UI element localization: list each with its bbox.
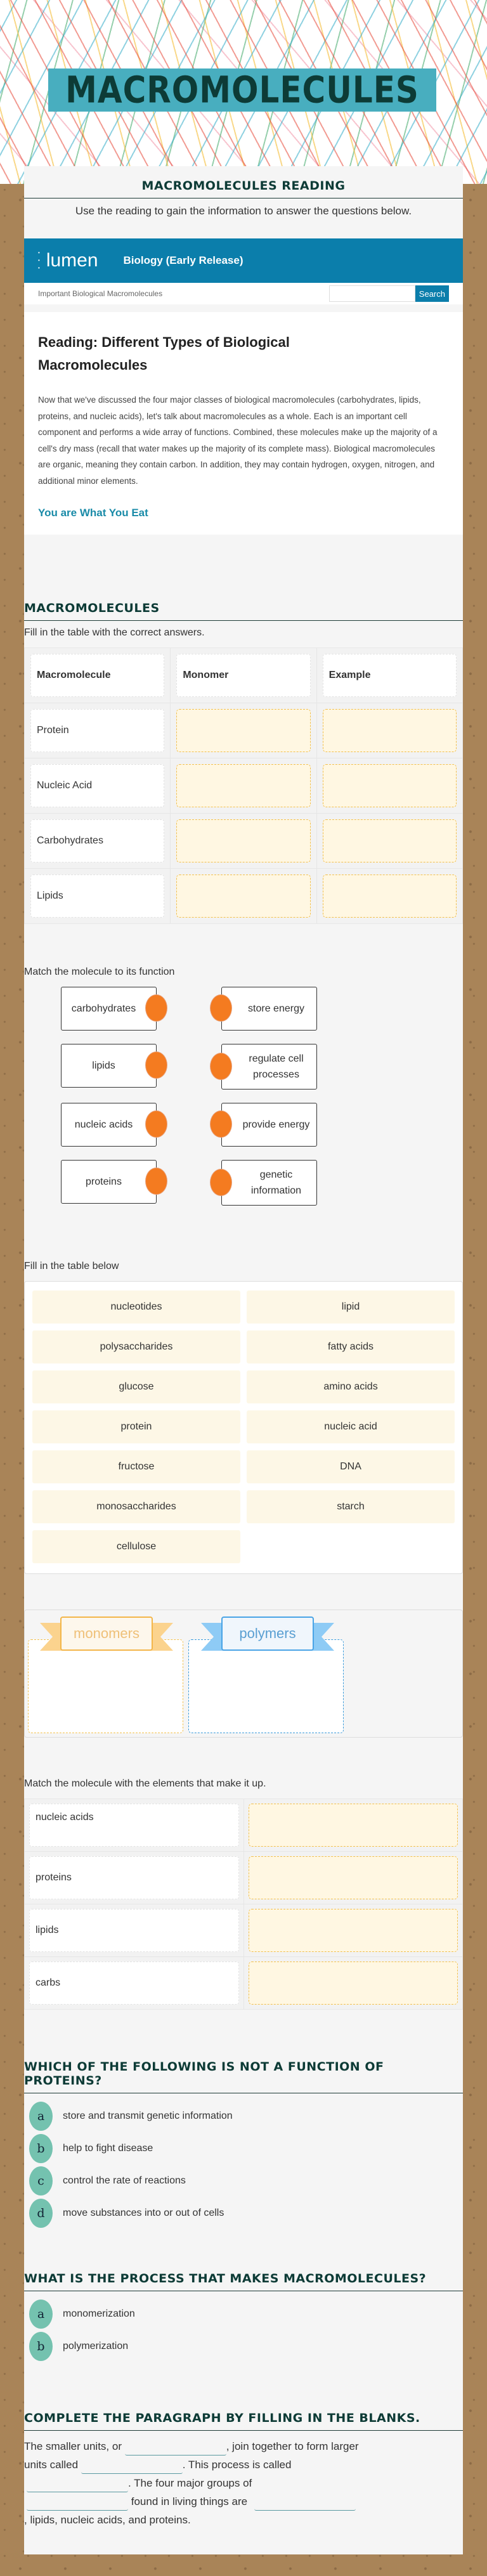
elements-drop-zone[interactable]: [249, 1856, 458, 1899]
macro-table-section: [24, 601, 463, 924]
match-right-item[interactable]: store energy: [221, 987, 317, 1031]
cloze-text: . This process is called: [182, 2459, 292, 2471]
table-row: [25, 869, 462, 923]
match-function-instruction: Match the molecule to its function: [24, 966, 175, 977]
header-monomer: Monomer: [176, 654, 310, 697]
connector-dot[interactable]: [145, 994, 167, 1022]
option-c[interactable]: [24, 2164, 463, 2197]
word-chip[interactable]: monosaccharides: [32, 1490, 240, 1523]
breadcrumb[interactable]: Important Biological Macromolecules: [38, 289, 163, 298]
lumen-header: [24, 238, 463, 283]
blank-input[interactable]: [27, 2494, 128, 2511]
word-chip[interactable]: amino acids: [247, 1370, 455, 1403]
example-drop-zone[interactable]: [323, 764, 457, 807]
option-letter-badge: d: [29, 2199, 53, 2228]
lumen-dots-icon: • • •: [38, 250, 40, 271]
option-a[interactable]: [24, 2100, 463, 2132]
header-macromolecule: Macromolecule: [30, 654, 164, 697]
table-row: [25, 814, 462, 869]
match-left-item[interactable]: proteins: [61, 1160, 157, 1204]
lumen-logo-text: lumen: [46, 250, 98, 271]
option-text: polymerization: [63, 2340, 129, 2352]
monomer-drop-zone[interactable]: [176, 875, 310, 918]
elements-table: [24, 1799, 463, 2010]
word-chip[interactable]: protein: [32, 1410, 240, 1443]
row-label: lipids: [29, 1909, 239, 1952]
lumen-logo[interactable]: [38, 250, 98, 271]
page-title: MACROMOLECULES: [65, 68, 419, 112]
connector-dot[interactable]: [210, 1053, 232, 1080]
sort-container: [24, 1610, 463, 1738]
word-chip[interactable]: cellulose: [32, 1530, 240, 1563]
lumen-embed: [24, 238, 463, 535]
course-title[interactable]: Biology (Early Release): [123, 254, 244, 266]
option-text: monomerization: [63, 2308, 135, 2319]
row-label: nucleic acids: [29, 1804, 239, 1847]
option-letter-badge: c: [29, 2166, 53, 2195]
cloze-text: , join together to form larger: [226, 2440, 359, 2452]
elements-instruction: Match the molecule with the elements that make it up.: [24, 1778, 266, 1789]
monomers-ribbon: [40, 1617, 173, 1651]
article-subheading[interactable]: You are What You Eat: [38, 507, 148, 519]
process-options: [24, 2298, 463, 2362]
row-label: Protein: [30, 709, 164, 752]
search-form: [329, 285, 449, 302]
word-chip[interactable]: glucose: [32, 1370, 240, 1403]
article-body: Now that we've discussed the four major classes of biological macromolecules (carbohydrates, lipids, proteins, and nucleic acids), let's talk about macromolecules as a whole. Each is an important cell component and performs a wide array of functions. Combined, these molecules make up the majority of a cell's dry mass (recall that water makes up the majority of its complete mass). Biological macromolecules are organic, meaning they contain carbon. In addition, they may contain hydrogen, oxygen, nitrogen, and additional minor elements.: [38, 395, 438, 486]
option-d[interactable]: [24, 2197, 463, 2229]
option-text: control the rate of reactions: [63, 2175, 186, 2186]
row-label: Lipids: [30, 875, 164, 918]
option-b[interactable]: [24, 2132, 463, 2164]
search-input[interactable]: [329, 285, 415, 302]
table-row: [25, 758, 462, 814]
connector-dot[interactable]: [210, 1169, 232, 1196]
reading-section: [24, 179, 463, 218]
word-chip[interactable]: fructose: [32, 1450, 240, 1483]
connector-dot[interactable]: [210, 1110, 232, 1138]
table-row: [25, 1799, 462, 1852]
option-letter-badge: b: [29, 2134, 53, 2163]
option-a[interactable]: [24, 2298, 463, 2330]
article-title: Reading: Different Types of Biological Macromolecules: [38, 334, 290, 373]
word-bank: [24, 1281, 463, 1574]
table-row: [25, 703, 462, 758]
cloze-text: . The four major groups of: [128, 2477, 252, 2489]
reading-section-title: MACROMOLECULES READING: [24, 179, 463, 198]
connector-dot[interactable]: [145, 1051, 167, 1079]
word-chip[interactable]: starch: [247, 1490, 455, 1523]
cloze-text: The smaller units, or: [24, 2440, 122, 2452]
monomers-label: monomers: [60, 1617, 153, 1651]
monomer-drop-zone[interactable]: [176, 819, 310, 862]
table-row: [25, 1904, 462, 1957]
example-drop-zone[interactable]: [323, 875, 457, 918]
cloze-title: COMPLETE THE PARAGRAPH BY FILLING IN THE BLANKS.: [24, 2411, 463, 2431]
option-letter-badge: b: [29, 2332, 53, 2361]
option-letter-badge: a: [29, 2102, 53, 2131]
match-right-item[interactable]: provide energy: [221, 1103, 317, 1147]
blank-input[interactable]: [27, 2476, 128, 2492]
option-text: store and transmit genetic information: [63, 2110, 233, 2121]
match-left-item[interactable]: lipids: [61, 1044, 157, 1088]
word-chip[interactable]: fatty acids: [247, 1330, 455, 1363]
worksheet-panel: [24, 166, 463, 2554]
row-label: carbs: [29, 1961, 239, 2005]
option-text: help to fight disease: [63, 2142, 153, 2154]
proteins-question-title: WHICH OF THE FOLLOWING IS NOT A FUNCTION OF PROTEINS?: [24, 2060, 463, 2093]
sort-section: [24, 1610, 463, 1738]
polymers-ribbon: [201, 1617, 334, 1651]
table-row: [25, 1957, 462, 2009]
word-chip[interactable]: polysaccharides: [32, 1330, 240, 1363]
cloze-section: [24, 2411, 463, 2529]
elements-match-section: [24, 1778, 463, 2010]
match-right-item[interactable]: regulate cell processes: [221, 1044, 317, 1090]
table-header-row: [25, 648, 462, 703]
elements-drop-zone[interactable]: [249, 1961, 458, 2005]
word-chip[interactable]: DNA: [247, 1450, 455, 1483]
word-bank-section: [24, 1261, 463, 1574]
lumen-subbar: [24, 283, 463, 304]
polymers-drop-zone[interactable]: [188, 1639, 344, 1733]
cloze-text: units called: [24, 2459, 79, 2471]
proteins-question-section: [24, 2060, 463, 2229]
match-left-item[interactable]: carbohydrates: [61, 987, 157, 1031]
monomers-drop-zone[interactable]: [28, 1639, 183, 1733]
elements-drop-zone[interactable]: [249, 1909, 458, 1952]
cloze-text: , lipids, nucleic acids, and proteins.: [24, 2514, 191, 2526]
word-chip[interactable]: lipid: [247, 1291, 455, 1324]
elements-drop-zone[interactable]: [249, 1804, 458, 1847]
option-text: move substances into or out of cells: [63, 2207, 224, 2218]
example-drop-zone[interactable]: [323, 819, 457, 862]
monomer-drop-zone[interactable]: [176, 709, 310, 752]
process-question-section: [24, 2272, 463, 2362]
match-left-item[interactable]: nucleic acids: [61, 1103, 157, 1147]
header-paperclip-background: [0, 0, 487, 184]
process-question-title: WHAT IS THE PROCESS THAT MAKES MACROMOLECULES?: [24, 2272, 463, 2291]
article: [24, 312, 463, 535]
proteins-options: [24, 2100, 463, 2229]
row-label: Carbohydrates: [30, 819, 164, 862]
row-label: Nucleic Acid: [30, 764, 164, 807]
table-row: [25, 1852, 462, 1904]
connector-dot[interactable]: [210, 994, 232, 1022]
word-bank-instruction: Fill in the table below: [24, 1261, 119, 1272]
macro-table-instruction: Fill in the table with the correct answers.: [24, 627, 205, 638]
macro-table-title: MACROMOLECULES: [24, 601, 463, 621]
blank-input[interactable]: [254, 2494, 356, 2511]
match-function-section: [24, 966, 463, 1228]
reading-instruction: Use the reading to gain the information to answer the questions below.: [75, 205, 412, 217]
word-chip[interactable]: nucleic acid: [247, 1410, 455, 1443]
cloze-text: found in living things are: [131, 2495, 248, 2508]
monomer-drop-zone[interactable]: [176, 764, 310, 807]
title-banner: [48, 68, 436, 112]
row-label: proteins: [29, 1856, 239, 1899]
option-b[interactable]: [24, 2330, 463, 2362]
option-letter-badge: a: [29, 2300, 53, 2329]
blank-input[interactable]: [81, 2457, 183, 2474]
blank-input[interactable]: [125, 2439, 226, 2456]
match-right-item[interactable]: genetic information: [221, 1160, 317, 1206]
header-example: Example: [323, 654, 457, 697]
polymers-label: polymers: [221, 1617, 314, 1651]
example-drop-zone[interactable]: [323, 709, 457, 752]
cloze-paragraph: [24, 2437, 463, 2529]
search-button[interactable]: Search: [415, 285, 449, 302]
word-chip[interactable]: nucleotides: [32, 1291, 240, 1324]
connector-dot[interactable]: [145, 1110, 167, 1138]
macro-table: [24, 647, 463, 924]
connector-dot[interactable]: [145, 1168, 167, 1195]
matching-area: [24, 987, 463, 1228]
